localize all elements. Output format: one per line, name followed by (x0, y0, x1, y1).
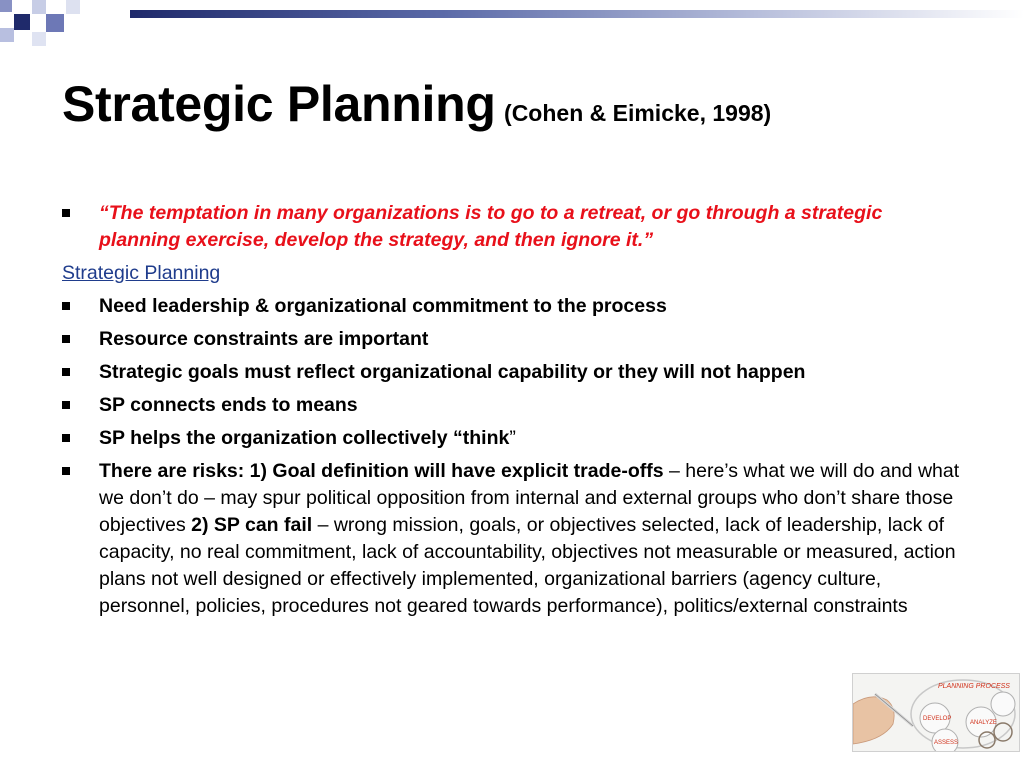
subheading-link[interactable]: Strategic Planning (62, 262, 221, 284)
risks-part1-text: – here’s what we will do and what we don’t do – may spur political opposition from internal and external groups who don’t share those objectives (99, 460, 960, 536)
bullet-icon (62, 335, 70, 343)
photo-label-assess: ASSESS (934, 740, 959, 746)
title-citation: (Cohen & Eimicke, 1998) (504, 100, 772, 126)
slide-body (62, 200, 962, 626)
bullet-item (62, 392, 962, 419)
bullet-icon (62, 434, 70, 442)
risks-part2-text: – wrong mission, goals, or objectives selected, lack of leadership, lack of capacity, no real commitment, lack of accountability, objectives not measurable or measured, action plans not well designed or effectively implemented, organizational barriers (agency culture, personnel, policies, procedures not geared towards performance), politics/external constraints (99, 514, 956, 617)
risks-item (62, 458, 962, 620)
slide-title (62, 75, 771, 133)
photo-label-develop: DEVELOP (923, 716, 952, 722)
bullet-text: Strategic goals must reflect organizational capability or they will not happen (99, 361, 806, 383)
risks-part1-bold: There are risks: 1) Goal definition will have explicit trade-offs (99, 460, 664, 482)
bullet-icon (62, 302, 70, 310)
bullet-icon (62, 401, 70, 409)
bullet-item (62, 359, 962, 386)
bullet-item (62, 326, 962, 353)
planning-photo-illustration (853, 674, 1019, 751)
header-bar (130, 10, 1024, 18)
title-text: Strategic Planning (62, 76, 496, 132)
bullet-text: SP connects ends to means (99, 394, 358, 416)
bullet-item (62, 293, 962, 320)
quote-item (62, 200, 962, 254)
bullet-icon (62, 368, 70, 376)
bullet-text: Resource constraints are important (99, 328, 429, 350)
bullet-item (62, 425, 962, 452)
risks-part2-bold: 2) SP can fail (191, 514, 313, 536)
quote-text: “The temptation in many organizations is to go to a retreat, or go through a strategic planning exercise, develop the strategy, and then ignore it.” (99, 202, 883, 251)
photo-label-top: PLANNING PROCESS (938, 683, 1010, 690)
bullet-icon (62, 467, 70, 475)
bullet-text: Need leadership & organizational commitment to the process (99, 295, 667, 317)
bullet-text-bold: SP helps the organization collectively “think (99, 427, 510, 449)
planning-process-photo (852, 673, 1020, 752)
photo-label-analyze: ANALYZE (970, 720, 997, 726)
bullet-icon (62, 209, 70, 217)
bullet-text-rest: ” (509, 427, 516, 449)
